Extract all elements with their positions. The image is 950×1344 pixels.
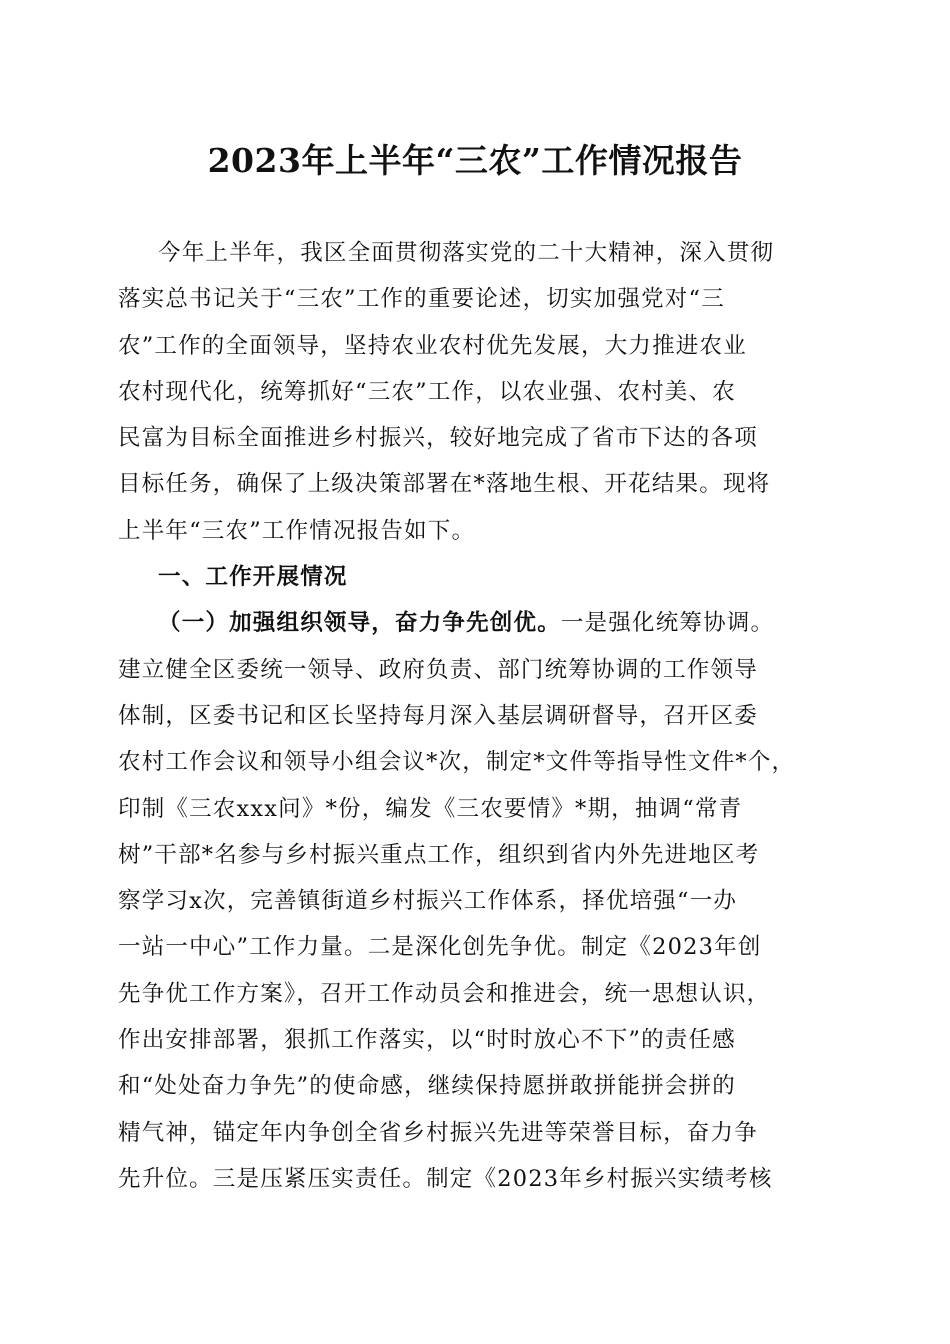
paragraph-line: 先争优工作方案》，召开工作动员会和推进会，统一思想认识， — [118, 980, 771, 1007]
page-title: 2023年上半年“三农”工作情况报告 — [207, 141, 743, 180]
subsection-heading: （一）加强组织领导，奋力争先创优。 — [158, 610, 561, 637]
paragraph-line: 察学习x次，完善镇街道乡村振兴工作体系，择优培强“一办 — [118, 888, 738, 915]
paragraph-line: 树”干部*名参与乡村振兴重点工作，组织到省内外先进地区考 — [118, 841, 760, 868]
paragraph-line: 农村工作会议和领导小组会议*次，制定*文件等指导性文件*个， — [118, 749, 796, 776]
paragraph-line: 作出安排部署，狠抓工作落实，以“时时放心不下”的责任感 — [118, 1027, 736, 1054]
paragraph-line: 建立健全区委统一领导、政府负责、部门统筹协调的工作领导 — [118, 656, 758, 683]
paragraph-line: 一站一中心”工作力量。二是深化创先争优。制定《2023年创 — [118, 934, 762, 961]
paragraph-line: 体制，区委书记和区长坚持每月深入基层调研督导，召开区委 — [118, 702, 758, 729]
paragraph-line: 民富为目标全面推进乡村振兴，较好地完成了省市下达的各项 — [118, 425, 758, 452]
section-heading: 一、工作开展情况 — [158, 564, 348, 591]
document-body — [118, 230, 830, 1202]
paragraph-line: 精气神，锚定年内争创全省乡村振兴先进等荣誉目标，奋力争 — [118, 1119, 758, 1146]
paragraph-line: 落实总书记关于“三农”工作的重要论述，切实加强党对“三 — [118, 286, 725, 313]
paragraph-line: 目标任务，确保了上级决策部署在*落地生根、开花结果。现将 — [118, 471, 771, 498]
paragraph-line: 今年上半年，我区全面贯彻落实党的二十大精神，深入贯彻 — [158, 240, 775, 266]
subsection-text: 一是强化统筹协调。 — [560, 610, 775, 637]
subsection-line — [118, 600, 830, 646]
paragraph-line: 农”工作的全面领导，坚持农业农村优先发展，大力推进农业 — [118, 332, 747, 359]
paragraph-line: 农村现代化，统筹抓好“三农”工作，以农业强、农村美、农 — [118, 378, 736, 405]
paragraph-line: 上半年“三农”工作情况报告如下。 — [118, 517, 476, 544]
paragraph-line: 和“处处奋力争先”的使命感，继续保持愿拼敢拼能拼会拼的 — [118, 1073, 736, 1100]
paragraph-line: 先升位。三是压紧压实责任。制定《2023年乡村振兴实绩考核 — [118, 1165, 773, 1192]
paragraph-line: 印制《三农xxx问》*份，编发《三农要情》*期，抽调“常青 — [118, 795, 743, 822]
